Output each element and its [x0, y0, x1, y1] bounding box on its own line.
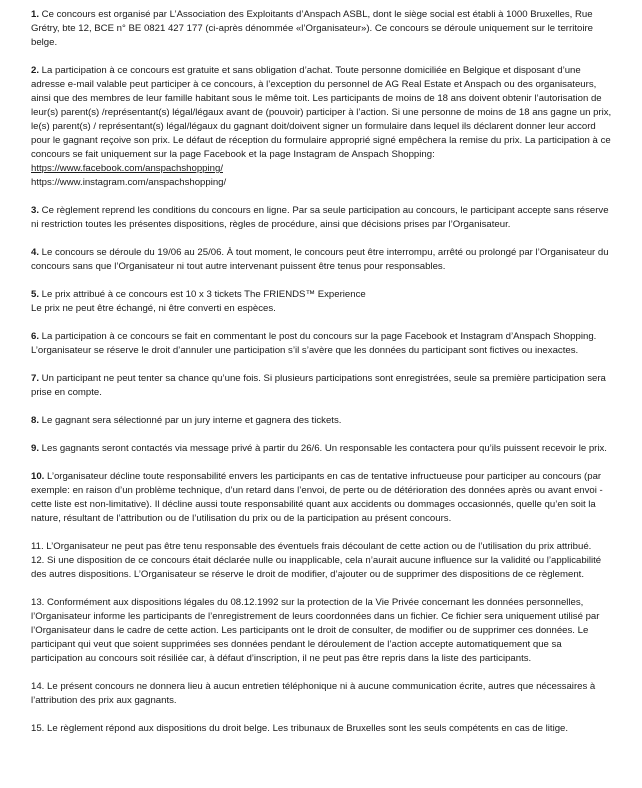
rule-number: 4.: [31, 247, 40, 258]
rule-paragraph-1: [31, 8, 612, 50]
rule-paragraph-4: [31, 246, 612, 274]
rule-text: Ce règlement reprend les conditions du concours en ligne. Par sa seule participation au concours, le participant accepte sans réserve ni restriction toutes les présentes dispositions, règles de procédure, ainsi que décisions prises par l’Organisateur.: [31, 205, 609, 230]
rule-paragraph-12: 12. Si une disposition de ce concours était déclarée nulle ou inapplicable, cela n’aurait aucune influence sur la validité ou l’applicabilité des autres dispositions. L’Organisateur se réserve le droit de modifier, d’ajouter ou de supprimer des dispositions de ce règlement.: [31, 555, 602, 580]
rule-number: 3.: [31, 205, 40, 216]
rule-number: 9.: [31, 443, 40, 454]
rule-number: 10.: [31, 471, 45, 482]
rule-text: La participation à ce concours est gratuite et sans obligation d’achat. Toute personne domiciliée en Belgique et disposant d’une adresse e-mail valable peut participer à ce concours, à l’exception du personnel de AG Real Estate et Anspach ou des organisateurs, ainsi que des membres de leur famille habitant sous le même toit. Les participants de moins de 18 ans doivent obtenir l’autorisation de leur(s) parent(s) /représentant(s) légal/légaux avant de (pouvoir) participer à l’action. Si une personne de moins de 18 ans gagne un prix, le(s) parent(s) / représentant(s) légal/légaux du gagnant doit/doivent signer un formulaire dans lequel ils déclarent donner leur accord pour le gagnant reçoive son prix. Le défaut de réception du formulaire approprié signé empêchera la remise du prix. La participation à ce concours se fait uniquement sur la page Facebook et la page Instagram de Anspach Shopping:: [31, 65, 612, 160]
rule-text: Le gagnant sera sélectionné par un jury interne et gagnera des tickets.: [39, 415, 342, 426]
facebook-link[interactable]: https://www.facebook.com/anspachshopping/: [31, 163, 223, 174]
rule-paragraph-15: 15. Le règlement répond aux dispositions du droit belge. Les tribunaux de Bruxelles sont les seuls compétents en cas de litige.: [31, 723, 569, 734]
rule-paragraph-3: [31, 204, 612, 232]
rule-paragraph-13: 13. Conformément aux dispositions légales du 08.12.1992 sur la protection de la Vie Privée concernant les données personnelles, l’Organisateur informe les participants de l’enregistrement de leurs coordonnées dans un fichier. Ce fichier sera uniquement utilisé par l’Organisateur dans le cadre de cette action. Les participants ont le droit de consulter, de modifier ou de supprimer ces données. Le participant qui veut que soient supprimées ses données pendant le déroulement de l’action accepte automatiquement que sa participation au concours soit résiliée car, à défaut d’inscription, il ne peut pas être repris dans la liste des participants.: [31, 597, 600, 664]
rule-text: Un participant ne peut tenter sa chance qu’une fois. Si plusieurs participations sont enregistrées, seule sa première participation sera prise en compte.: [31, 373, 606, 398]
rule-number: 6.: [31, 331, 40, 342]
rule-text: Le concours se déroule du 19/06 au 25/06. À tout moment, le concours peut être interrompu, arrêté ou prolongé par l’Organisateur du concours sans que l’Organisateur ni tout autre intervenant puissent être tenus pour responsables.: [31, 247, 609, 272]
rule-paragraph-5: [31, 288, 612, 316]
rule-text: La participation à ce concours se fait en commentant le post du concours sur la page Facebook et Instagram d’Anspach Shopping. L’organisateur se réserve le droit d’annuler une participation s’il s’avère que les données du participant sont fictives ou inexactes.: [31, 331, 597, 356]
rule-paragraph-10: [31, 470, 612, 526]
rule-text: Le prix attribué à ce concours est 10 x 3 tickets The FRIENDS™ Experience: [39, 289, 366, 300]
rule-number: 2.: [31, 65, 40, 76]
rule-paragraph-7: [31, 372, 612, 400]
rule-paragraph-6: [31, 330, 612, 358]
rule-paragraph-2: [31, 64, 612, 190]
rule-text-line2: Le prix ne peut être échangé, ni être converti en espèces.: [31, 303, 276, 314]
rule-text: L’organisateur décline toute responsabilité envers les participants en cas de tentative infructueuse pour participer au concours (par exemple: en raison d’un problème technique, d’un retard dans l’envoi, de perte ou de détérioration des données après ou avant envoi - cette liste est non-limitative). Il décline aussi toute responsabilité quant aux accidents ou dommages occasionnés, quelle qu’en soit la nature, résultant de l’attribution ou de l’utilisation du prix ou de la participation au présent concours.: [31, 471, 603, 524]
rule-number: 7.: [31, 373, 40, 384]
rule-text: Ce concours est organisé par L’Association des Exploitants d’Anspach ASBL, dont le siège social est établi à 1000 Bruxelles, Rue Grétry, bte 12, BCE n° BE 0821 427 177 (ci-après dénommée «l’Organisateur»). Ce concours se déroule uniquement sur le territoire belge.: [31, 9, 593, 48]
rule-number: 5.: [31, 289, 40, 300]
rule-number: 8.: [31, 415, 40, 426]
rule-paragraph-8: [31, 414, 612, 428]
instagram-url: https://www.instagram.com/anspachshopping/: [31, 177, 227, 188]
rule-paragraph-9: [31, 442, 612, 456]
rule-paragraph-14: 14. Le présent concours ne donnera lieu à aucun entretien téléphonique ni à aucune communication écrite, autres que nécessaires à l’attribution des prix aux gagnants.: [31, 681, 596, 706]
rule-text: Les gagnants seront contactés via message privé à partir du 26/6. Un responsable les contactera pour qu’ils puissent recevoir le prix.: [39, 443, 607, 454]
rule-number: 1.: [31, 9, 40, 20]
rule-paragraph-11: 11. L’Organisateur ne peut pas être tenu responsable des éventuels frais découlant de cette action ou de l’utilisation du prix attribué.: [31, 541, 592, 552]
